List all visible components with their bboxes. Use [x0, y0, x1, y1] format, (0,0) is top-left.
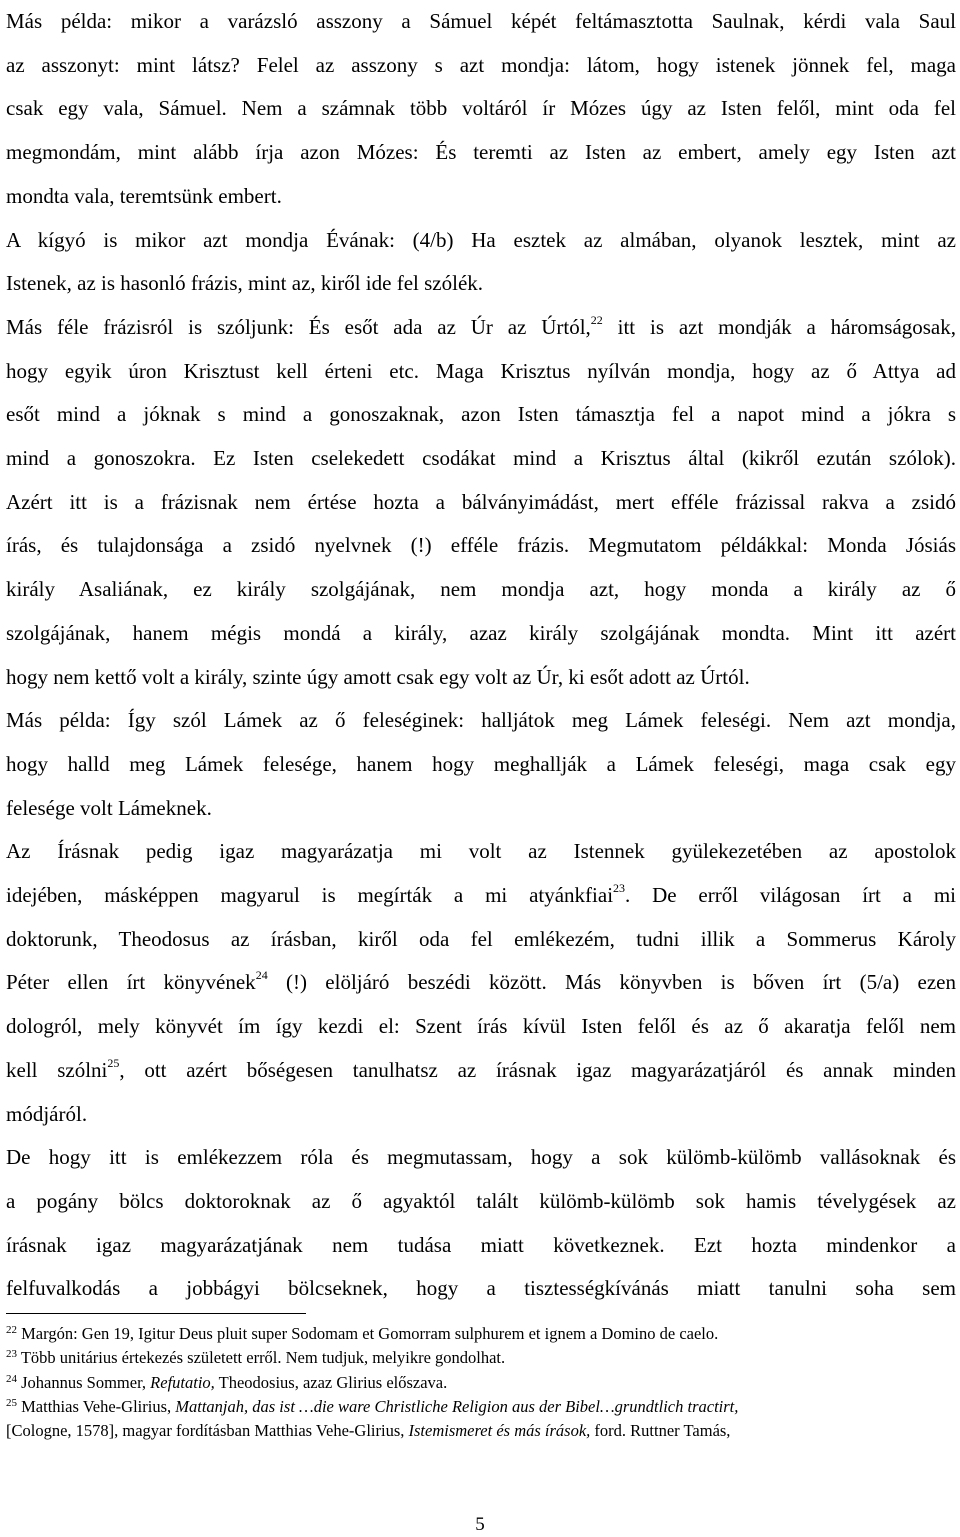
- text-line: hogy egyik úron Krisztust kell érteni etc. Maga Krisztus nyílván mondja, hogy az ő Attya ad: [6, 358, 956, 383]
- text-line: hogy nem kettő volt a király, szinte úgy amott csak egy volt az Úr, ki esőt adott az Úrtól.: [6, 664, 750, 689]
- footnote-title: Istemismeret és más írások,: [408, 1421, 591, 1441]
- text-line: csak egy vala, Sámuel. Nem a számnak több voltáról ír Mózes úgy az Isten felől, mint oda fel: [6, 96, 956, 121]
- text-line: írásnak igaz magyarázatjának nem tudása miatt következnek. Ezt hozta mindenkor a: [6, 1232, 956, 1257]
- text-segment: , ott azért bőségesen tanulhatsz az írásnak igaz magyarázatjáról és annak minden: [119, 1057, 956, 1082]
- text-line: [6, 1049, 956, 1093]
- footnote-text: Több unitárius értekezés született erről. Nem tudjuk, melyikre gondolhat.: [20, 1348, 506, 1368]
- footnote-text: ford. Ruttner Tamás,: [590, 1421, 731, 1441]
- footnote-title: Refutatio,: [150, 1372, 215, 1392]
- text-line: Azért itt is a frázisnak nem értése hozta a bálványimádást, mert efféle frázissal rakva a zsidó: [6, 489, 956, 514]
- text-line: módjáról.: [6, 1101, 88, 1126]
- footnote-text: Margón: Gen 19, Igitur Deus pluit super Sodomam et Gomorram sulphurem et ignem a Domino de caelo.: [21, 1324, 719, 1343]
- footnote-text: Matthias Vehe-Glirius,: [21, 1396, 176, 1416]
- text-segment: Péter ellen írt könyvének: [6, 970, 256, 995]
- text-segment: Más féle frázisról is szóljunk: És esőt ada az Úr az Úrtól,: [6, 314, 591, 339]
- text-line: mind a gonoszokra. Ez Isten cselekedett csodákat mind a Krisztus által (kikről ezután szólok).: [6, 446, 956, 471]
- footnote-mark: 23: [613, 881, 626, 896]
- text-segment: kell szólni: [6, 1057, 108, 1082]
- text-line: [6, 874, 956, 918]
- footnote-24: [6, 1371, 956, 1395]
- text-line: felesége volt Lámeknek.: [6, 795, 212, 820]
- footnote-mark: 25: [107, 1055, 120, 1070]
- footnote-mark: 24: [255, 968, 268, 983]
- footnote-25-continued: [6, 1419, 956, 1443]
- text-line: [6, 961, 956, 1005]
- text-line: Az Írásnak pedig igaz magyarázatja mi volt az Istennek gyülekezetében az apostolok: [6, 839, 956, 864]
- text-line: a pogány bölcs doktoroknak az ő agyaktól talált külömb-külömb sok hamis tévelygések az: [6, 1188, 956, 1213]
- text-line: írás, és tulajdonsága a zsidó nyelvnek (!) efféle frázis. Megmutatom példákkal: Monda Jósiás: [6, 533, 956, 558]
- text-line: megmondám, mint alább írja azon Mózes: És teremti az Isten az embert, amely egy Isten azt: [6, 140, 956, 165]
- text-line: A kígyó is mikor azt mondja Évának: (4/b) Ha esztek az almában, olyanok lesztek, mint az: [6, 227, 956, 252]
- footnote-text: [Cologne, 1578], magyar fordításban Matthias Vehe-Glirius,: [6, 1421, 409, 1441]
- footnote-text: Theodosius, azaz Glirius előszava.: [214, 1372, 448, 1392]
- text-line: Istenek, az is hasonló frázis, mint az, kiről ide fel szólék.: [6, 271, 484, 296]
- text-line: szolgájának, hanem mégis mondá a király, azaz király szolgájának mondta. Mint itt azért: [6, 620, 956, 645]
- footnote-number: 25: [6, 1396, 17, 1409]
- text-line: Más példa: mikor a varázsló asszony a Sámuel képét feltámasztotta Saulnak, kérdi vala Saul: [6, 9, 956, 33]
- text-line: Más példa: Így szól Lámek az ő feleséginek: halljátok meg Lámek feleségi. Nem azt mondja,: [6, 708, 956, 733]
- body-text: [6, 0, 956, 1311]
- text-segment: . De erről világosan írt a mi: [625, 883, 956, 908]
- text-line: De hogy itt is emlékezzem róla és megmutassam, hogy a sok külömb-külömb vallásoknak és: [6, 1145, 956, 1170]
- text-segment: itt is azt mondják a háromságosak,: [617, 314, 957, 339]
- footnotes: [6, 1322, 956, 1443]
- text-line: [6, 306, 956, 350]
- footnote-23: [6, 1346, 956, 1370]
- text-line: esőt mind a jóknak s mind a gonoszaknak, azon Isten támasztja fel a napot mind a jókra s: [6, 402, 956, 427]
- text-segment: (!) elöljáró beszédi között. Más könyvben is bőven írt (5/a) ezen: [267, 970, 956, 995]
- page-number: 5: [475, 1514, 485, 1535]
- text-segment: idejében, másképpen magyarul is megírták a mi atyánkfiai: [6, 883, 614, 908]
- footnote-number: 22: [6, 1324, 17, 1336]
- footnote-mark: 22: [590, 312, 603, 327]
- footnote-number: 23: [6, 1348, 17, 1361]
- footnote-22: [6, 1322, 956, 1346]
- footnote-text: Johannus Sommer,: [21, 1372, 151, 1392]
- footnote-title: Mattanjah, das ist …die ware Christliche Religion aus der Bibel…grundtlich tractirt,: [175, 1396, 739, 1416]
- text-line: hogy halld meg Lámek felesége, hanem hogy meghallják a Lámek feleségi, maga csak egy: [6, 751, 956, 776]
- text-line: felfuvalkodás a jobbágyi bölcseknek, hogy a tisztességkívánás miatt tanulni soha sem: [6, 1276, 956, 1301]
- text-line: az asszonyt: mint látsz? Felel az asszony s azt mondja: látom, hogy istenek jönnek fel, maga: [6, 52, 956, 77]
- footnote-number: 24: [6, 1372, 17, 1385]
- text-line: dologról, mely könyvét ím így kezdi el: Szent írás kívül Isten felől és az ő akaratja felől nem: [6, 1014, 956, 1039]
- text-line: király Asaliának, ez király szolgájának, nem mondja azt, hogy monda a király az ő: [6, 577, 956, 602]
- footnote-divider: [6, 1313, 306, 1314]
- text-line: mondta vala, teremtsünk embert.: [6, 183, 282, 208]
- footnote-25: [6, 1395, 956, 1419]
- text-line: doktorunk, Theodosus az írásban, kiről oda fel emlékezém, tudni illik a Sommerus Károly: [6, 926, 956, 951]
